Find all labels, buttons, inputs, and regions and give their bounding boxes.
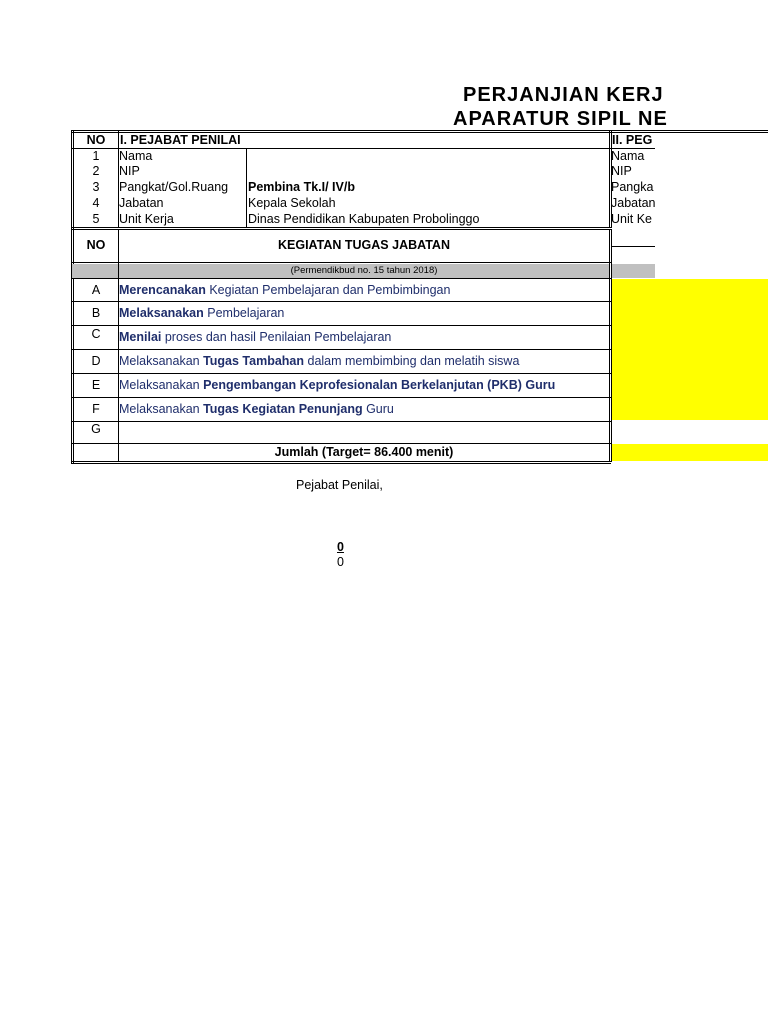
task-letter: C — [91, 327, 101, 341]
row-line — [71, 301, 611, 302]
task-description — [119, 330, 391, 345]
row-line — [71, 443, 611, 444]
row-number: 1 — [92, 149, 100, 163]
task-text-bold: Merencanakan — [119, 283, 206, 297]
task-text-post: dalam membimbing dan melatih siswa — [304, 354, 520, 368]
row-number: 4 — [92, 196, 100, 210]
row-number: 2 — [92, 164, 100, 178]
row-label: Pangkat/Gol.Ruang — [119, 180, 229, 194]
task-text-bold: Tugas Kegiatan Penunjang — [203, 402, 363, 416]
task-text-bold: Tugas Tambahan — [203, 354, 305, 368]
task-letter: F — [92, 402, 100, 416]
row-label-right: Pangka — [611, 180, 654, 194]
task-text-bold: Pengembangan Keprofesionalan Berkelanjutan (PKB) Guru — [203, 378, 556, 392]
row-line — [71, 325, 611, 326]
document-title-line2: APARATUR SIPIL NE — [453, 108, 668, 130]
task-text-pre: Melaksanakan — [119, 378, 204, 392]
row-label: Nama — [119, 149, 153, 163]
task-text-post: Kegiatan Pembelajaran dan Pembimbingan — [205, 283, 451, 297]
header-pegawai: II. PEG — [612, 133, 653, 147]
task-text-bold: Menilai — [119, 330, 162, 344]
row-line — [71, 373, 611, 374]
highlight-column — [612, 279, 768, 420]
identity-bottom-border — [71, 227, 611, 228]
row-line — [71, 421, 611, 422]
header-pejabat-penilai: I. PEJABAT PENILAI — [120, 133, 241, 147]
task-text-post: Pembelajaran — [203, 306, 285, 320]
row-number: 5 — [92, 212, 100, 226]
row-line — [71, 278, 611, 279]
row-value: Pembina Tk.I/ IV/b — [248, 180, 355, 194]
task-header-bottom — [71, 262, 611, 263]
task-text-pre: Melaksanakan — [119, 402, 204, 416]
task-header-top — [71, 229, 611, 230]
signature-nip: 0 — [337, 555, 344, 569]
task-col-divider-right — [609, 229, 612, 462]
row-value: Dinas Pendidikan Kabupaten Probolinggo — [248, 212, 480, 226]
document-title-line1: PERJANJIAN KERJ — [463, 84, 664, 106]
subtitle-band-right — [612, 264, 655, 278]
task-total: Jumlah (Target= 86.400 menit) — [274, 445, 454, 459]
header-no: NO — [86, 133, 106, 147]
highlight-total — [612, 444, 768, 461]
task-text-pre: Melaksanakan — [119, 354, 204, 368]
row-label-right: NIP — [611, 164, 632, 178]
task-letter: D — [91, 354, 101, 368]
task-description — [119, 306, 284, 321]
task-text-bold: Melaksanakan — [119, 306, 204, 320]
row-number: 3 — [92, 180, 100, 194]
task-description — [119, 378, 555, 393]
row-label-right: Unit Ke — [611, 212, 652, 226]
task-letter: E — [91, 378, 101, 392]
col-divider-2 — [246, 148, 247, 228]
task-subtitle: (Permendikbud no. 15 tahun 2018) — [290, 265, 438, 276]
row-label-right: Jabatan — [611, 196, 656, 210]
signature-label: Pejabat Penilai, — [296, 478, 383, 492]
task-description — [119, 283, 450, 298]
task-letter: B — [91, 306, 101, 320]
task-description — [119, 354, 519, 369]
task-letter: A — [91, 283, 101, 297]
row-line — [71, 397, 611, 398]
task-header-right-line — [611, 246, 655, 247]
table-bottom-border — [71, 461, 611, 464]
signature-name: 0 — [337, 540, 344, 554]
task-text-post: proses dan hasil Penilaian Pembelajaran — [161, 330, 392, 344]
row-label: Unit Kerja — [119, 212, 174, 226]
header-bottom-border — [71, 148, 655, 149]
row-line — [71, 349, 611, 350]
row-value: Kepala Sekolah — [248, 196, 336, 210]
row-label-right: Nama — [611, 149, 645, 163]
task-letter: G — [91, 422, 101, 436]
row-label: Jabatan — [119, 196, 164, 210]
task-header-no: NO — [86, 238, 106, 252]
task-header-title: KEGIATAN TUGAS JABATAN — [278, 238, 450, 252]
row-label: NIP — [119, 164, 140, 178]
task-description — [119, 402, 394, 417]
task-text-post: Guru — [362, 402, 394, 416]
